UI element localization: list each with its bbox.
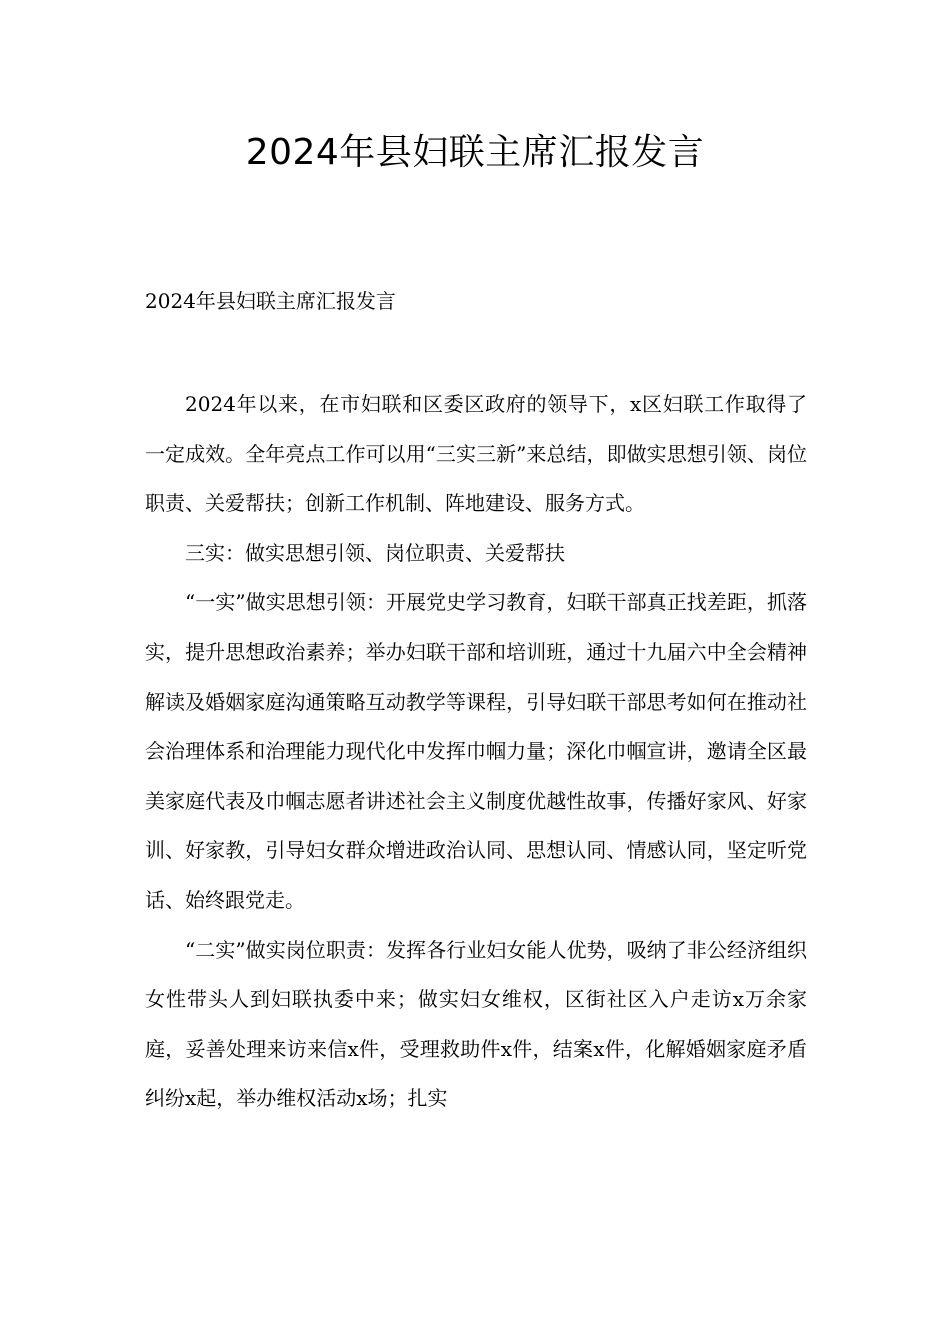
- document-subtitle: 2024年县妇联主席汇报发言: [145, 289, 396, 313]
- document-title: 2024年县妇联主席汇报发言: [245, 132, 705, 173]
- paragraph-intro: 2024年以来，在市妇联和区委区政府的领导下，x区妇联工作取得了一定成效。全年亮点工作可以用“三实三新”来总结，即做实思想引领、岗位职责、关爱帮扶；创新工作机制、阵地建设、服务方式。: [145, 392, 807, 516]
- document-body: [145, 380, 807, 1124]
- paragraph-second-point: “二实”做实岗位职责：发挥各行业妇女能人优势，吸纳了非公经济组织女性带头人到妇联执委中来；做实妇女维权，区街社区入户走访x万余家庭，妥善处理来访来信x件，受理救助件x件，结案x件，化解婚姻家庭矛盾纠纷x起，举办维权活动x场；扎实: [145, 937, 807, 1111]
- paragraph-first-point: “一实”做实思想引领：开展党史学习教育，妇联干部真正找差距，抓落实，提升思想政治素养；举办妇联干部和培训班，通过十九届六中全会精神解读及婚姻家庭沟通策略互动教学等课程，引导妇联干部思考如何在推动社会治理体系和治理能力现代化中发挥巾帼力量；深化巾帼宣讲，邀请全区最美家庭代表及巾帼志愿者讲述社会主义制度优越性故事，传播好家风、好家训、好家教，引导妇女群众增进政治认同、思想认同、情感认同，坚定听党话、始终跟党走。: [145, 590, 807, 912]
- paragraph-section-heading: 三实：做实思想引领、岗位职责、关爱帮扶: [185, 540, 565, 565]
